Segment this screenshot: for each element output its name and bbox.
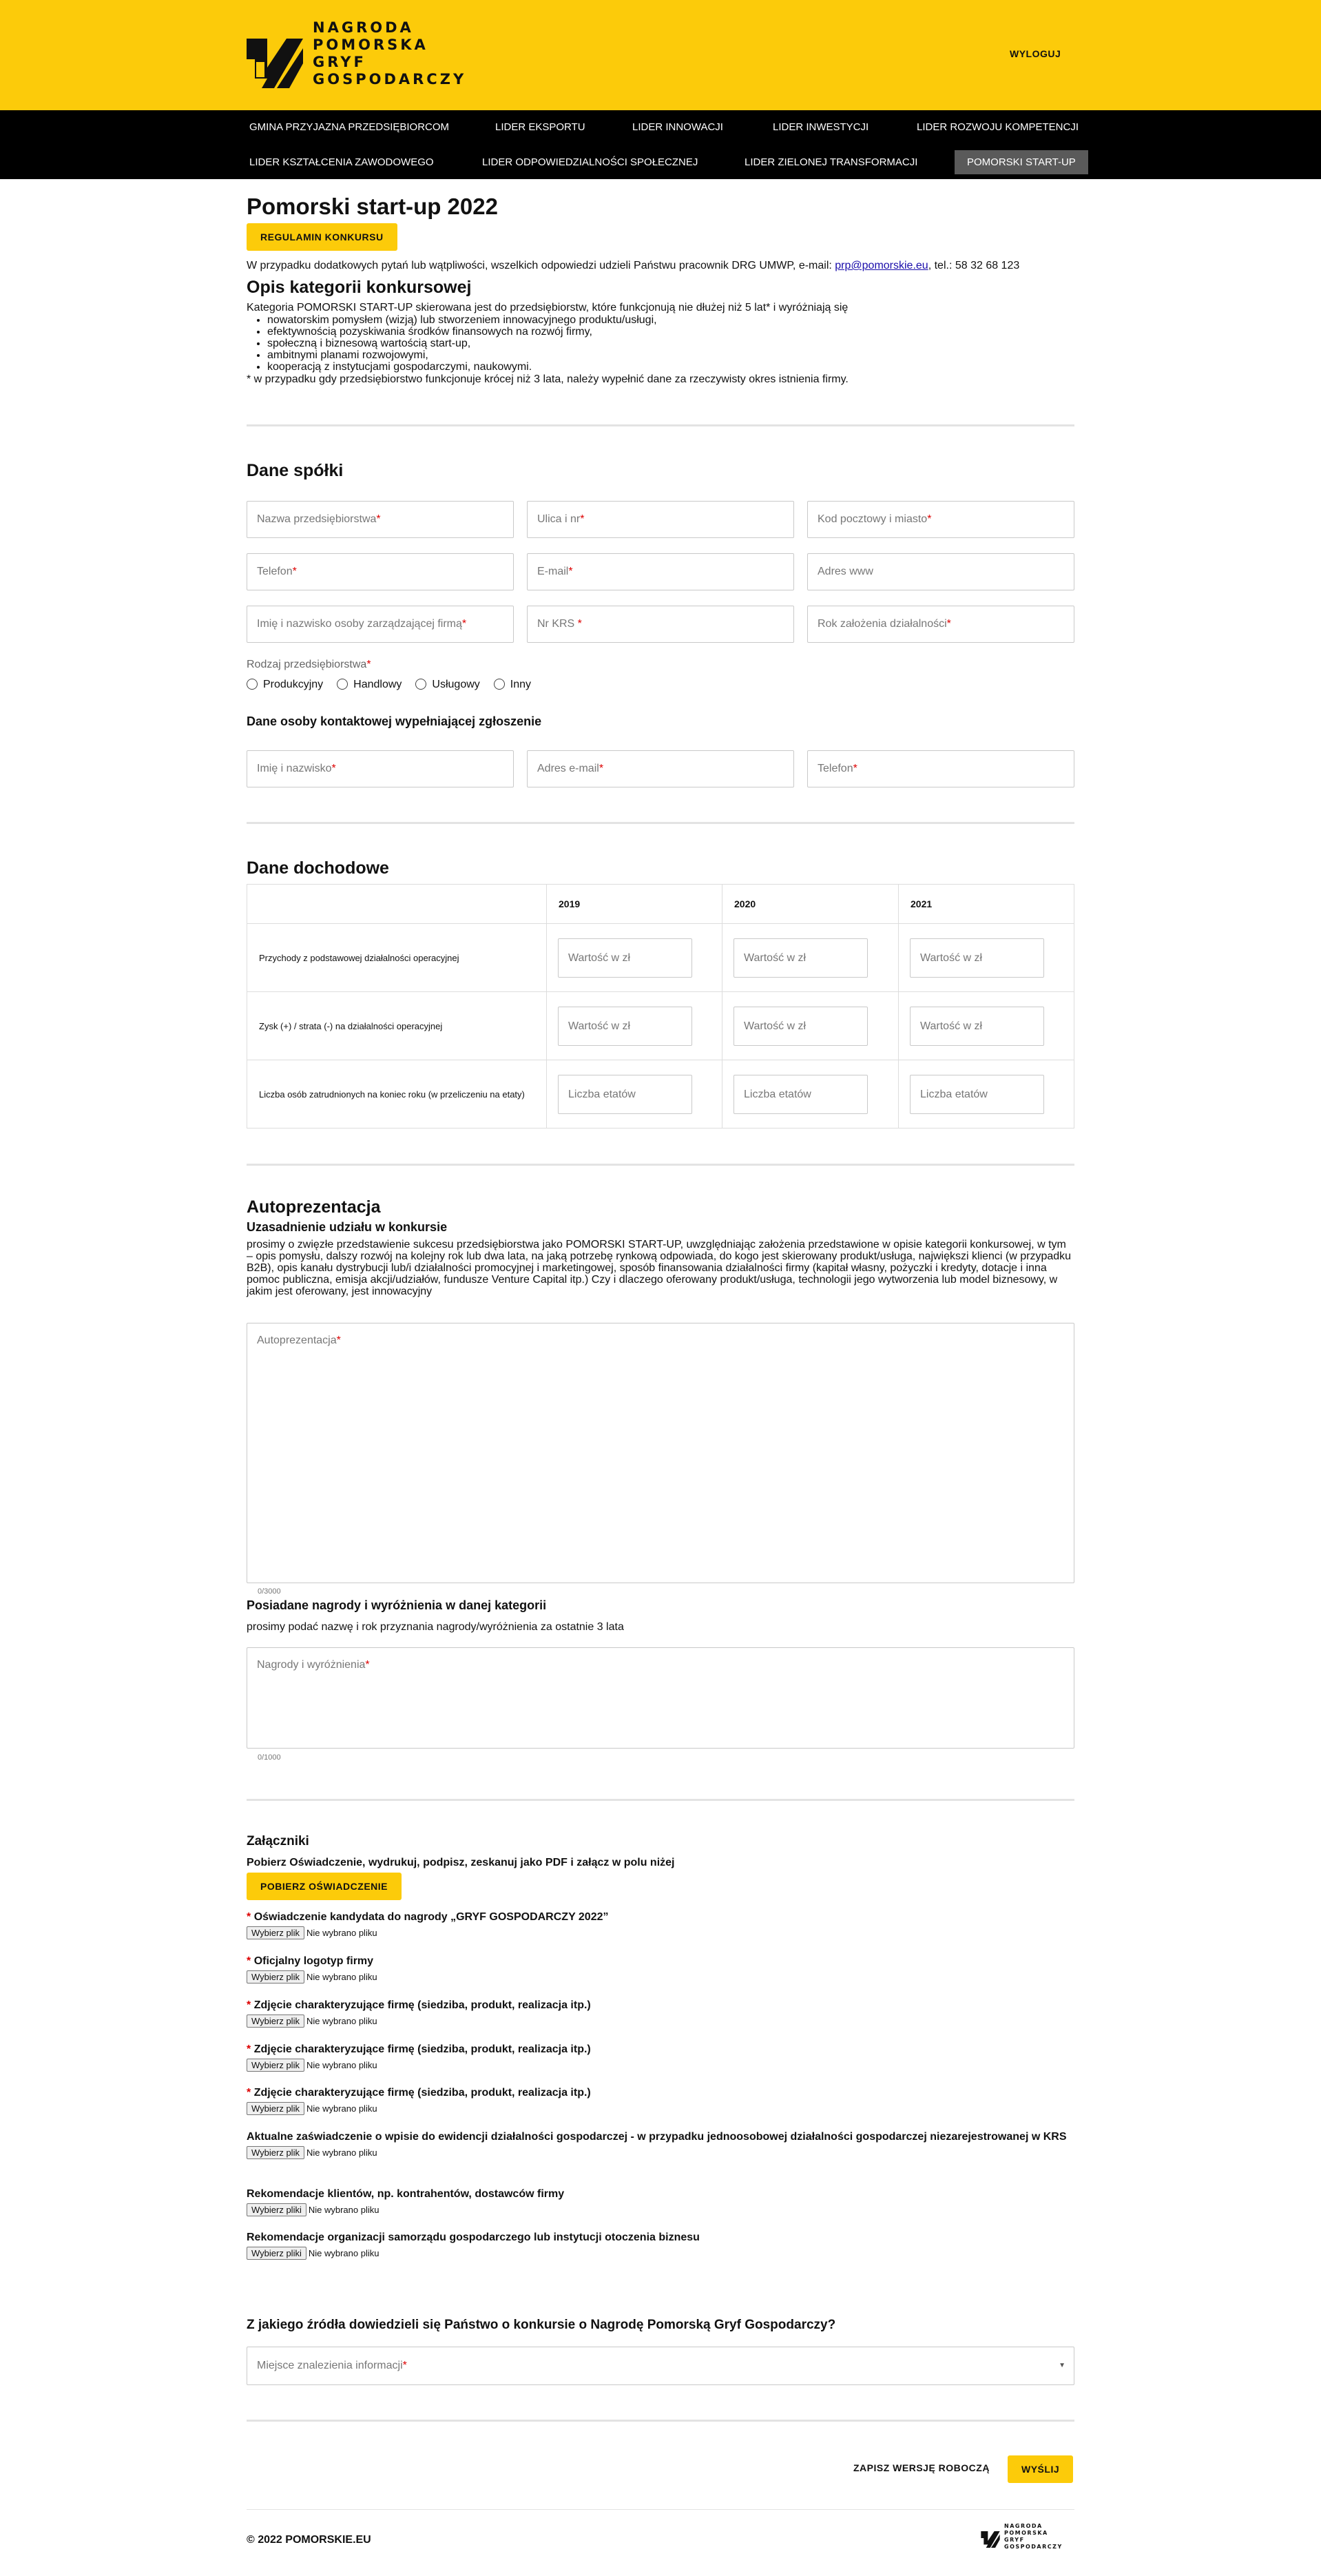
contact-email-link[interactable]: prp@pomorskie.eu	[835, 260, 928, 271]
footer-logo-wordmark	[1004, 2523, 1063, 2551]
file-upload-declaration	[247, 1910, 1074, 1939]
site-header	[0, 0, 1321, 110]
field-placeholder: Imię i nazwisko	[257, 763, 332, 774]
field-placeholder: Ulica i nr	[537, 513, 581, 525]
radio-button[interactable]	[247, 679, 258, 690]
field-placeholder: Telefon	[257, 566, 293, 577]
choose-files-button[interactable]: Wybierz pliki	[247, 2247, 306, 2260]
required-mark: *	[247, 1955, 251, 1967]
radio-produkcyjny[interactable]	[247, 679, 323, 691]
list-item: • nowatorskim pomysłem (wizją) lub stworzeniem innowacyjnego produktu/usługi,	[267, 314, 1074, 326]
field-placeholder: Adres www	[818, 566, 873, 577]
company-type-label-text: Rodzaj przedsiębiorstwa	[247, 659, 367, 670]
textarea-placeholder: Nagrody i wyróżnienia	[257, 1659, 366, 1671]
divider	[247, 1799, 1074, 1801]
logout-link[interactable]: WYLOGUJ	[1010, 48, 1061, 59]
table-cell	[899, 992, 1074, 1060]
file-label-text: Oświadczenie kandydata do nagrody „GRYF GOSPODARCZY 2022”	[253, 1911, 609, 1923]
required-mark: *	[946, 618, 951, 630]
page-title: Pomorski start-up 2022	[247, 194, 498, 219]
file-status: Nie wybrano pliku	[306, 1928, 377, 1938]
table-cell	[547, 924, 722, 992]
file-status: Nie wybrano pliku	[306, 1972, 377, 1982]
list-item: • społeczną i biznesową wartością start-up,	[267, 338, 1074, 349]
file-label	[247, 2043, 1074, 2057]
radio-label: Usługowy	[432, 679, 480, 690]
table-header-row	[247, 885, 1074, 924]
field-placeholder: Nazwa przedsiębiorstwa	[257, 513, 377, 525]
logo-line: GOSPODARCZY	[313, 71, 467, 87]
required-mark: *	[336, 1335, 341, 1346]
category-description: Kategoria POMORSKI START-UP skierowana jest do przedsiębiorstw, które funkcjonują nie dłużej niż 5 lat* i wyróżniają się	[247, 302, 849, 313]
manager-input[interactable]	[247, 606, 514, 643]
awards-heading: Posiadane nagrody i wyróżnienia w danej kategorii	[247, 1598, 547, 1612]
field-placeholder: Kod pocztowy i miasto	[818, 513, 928, 525]
file-status: Nie wybrano pliku	[306, 2147, 377, 2158]
char-counter: 0/3000	[258, 1587, 281, 1596]
table-cell	[899, 1060, 1074, 1129]
choose-file-button[interactable]: Wybierz plik	[247, 1926, 304, 1939]
file-status: Nie wybrano pliku	[306, 2103, 377, 2114]
file-upload-client-recommendations	[247, 2187, 1074, 2216]
file-label: Rekomendacje organizacji samorządu gospodarczego lub instytucji otoczenia biznesu	[247, 2232, 700, 2243]
textarea-placeholder: Autoprezentacja	[257, 1335, 337, 1346]
contact-email-input[interactable]	[527, 750, 794, 787]
choose-file-button[interactable]: Wybierz plik	[247, 2015, 304, 2028]
file-label	[247, 1955, 1074, 1968]
nav-item-lider-innowacji[interactable]: LIDER INNOWACJI	[632, 121, 723, 133]
select-placeholder: Miejsce znalezienia informacji	[257, 2360, 403, 2371]
radio-button[interactable]	[415, 679, 426, 690]
required-mark: *	[599, 763, 604, 774]
table-row	[247, 924, 1074, 992]
category-heading: Opis kategorii konkursowej	[247, 278, 472, 297]
file-status: Nie wybrano pliku	[308, 2248, 379, 2258]
krs-input[interactable]	[527, 606, 794, 643]
profit-2020-input[interactable]: Wartość w zł	[734, 1007, 868, 1046]
rules-button[interactable]: REGULAMIN KONKURSU	[247, 223, 397, 251]
choose-file-button[interactable]: Wybierz plik	[247, 2102, 304, 2115]
company-type-label	[247, 659, 371, 671]
table-header-year: 2021	[899, 885, 1074, 924]
company-name-input[interactable]	[247, 501, 514, 538]
row-label: Liczba osób zatrudnionych na koniec roku (w przeliczeniu na etaty)	[247, 1060, 547, 1129]
radio-button[interactable]	[494, 679, 505, 690]
list-item: • efektywnością pozyskiwania środków finansowych na rozwój firmy,	[267, 326, 1074, 338]
file-label-text: Zdjęcie charakteryzujące firmę (siedziba, produkt, realizacja itp.)	[253, 1999, 591, 2011]
radio-inny[interactable]	[494, 679, 531, 691]
nav-item-pomorski-startup[interactable]: POMORSKI START-UP	[955, 150, 1088, 174]
logo-line: NAGRODA	[313, 19, 414, 36]
employees-2021-input[interactable]: Liczba etatów	[910, 1075, 1044, 1114]
download-declaration-button[interactable]: POBIERZ OŚWIADCZENIE	[247, 1873, 402, 1900]
justification-text: prosimy o zwięzłe przedstawienie sukcesu przedsiębiorstwa jako POMORSKI START-UP, uwzględniając założenia przedstawione w opisie kategorii konkursowej, w tym – opis pomysłu, dalszy rozwój na kolejny rok lub dwa lata, na jaką potrzebę rynkową odpowiada, do kogo jest skierowany produkt/usługa, największi klienci (w przypadku B2B), opis kanału dystrybucji lub/i działalności promocyjnej i marketingowej, sposób finansowania działalności firmy (kapitał własny, pożyczki i kredyty, dotacje i inna pomoc publiczna, emisja akcji/udziałów, fundusze Venture Capital itp.) Czy i dlaczego oferowany produkt/usługa, technologii jego wytworzenia lub model biznesowy, w jakim jest oferowany, jest innowacyjny	[247, 1239, 1072, 1297]
www-input[interactable]	[807, 553, 1074, 590]
self-presentation-section	[247, 1197, 1074, 1297]
required-mark: *	[461, 618, 467, 630]
intro-section	[247, 194, 1074, 386]
awards-text: prosimy podać nazwę i rok przyznania nagrody/wyróżnienia za ostatnie 3 lata	[247, 1621, 624, 1633]
required-mark: *	[568, 566, 573, 577]
logo-line: GOSPODARCZY	[1004, 2544, 1063, 2550]
table-header-year: 2019	[547, 885, 722, 924]
field-placeholder: Nr KRS	[537, 618, 578, 630]
file-upload-photo-2	[247, 2043, 1074, 2072]
file-label	[247, 2086, 1074, 2100]
choose-file-button[interactable]: Wybierz plik	[247, 2059, 304, 2072]
table-cell	[547, 992, 722, 1060]
profit-2021-input[interactable]: Wartość w zł	[910, 1007, 1044, 1046]
file-upload-photo-3	[247, 2086, 1074, 2115]
radio-handlowy[interactable]	[337, 679, 402, 691]
chevron-down-icon: ▼	[1059, 2362, 1065, 2369]
divider	[247, 2420, 1074, 2422]
file-label-text: Zdjęcie charakteryzujące firmę (siedziba, produkt, realizacja itp.)	[253, 2043, 591, 2055]
contact-text: W przypadku dodatkowych pytań lub wątpliwości, wszelkich odpowiedzi udzieli Państwu pracownik DRG UMWP, e-mail:	[247, 260, 835, 271]
footer-divider	[247, 2509, 1074, 2510]
logo-line: POMORSKA	[313, 37, 428, 53]
divider	[247, 822, 1074, 824]
justification-heading: Uzasadnienie udziału w konkursie	[247, 1220, 448, 1234]
footer-logo[interactable]	[981, 2523, 1063, 2551]
contact-phone: , tel.: 58 32 68 123	[928, 260, 1020, 271]
row-label: Zysk (+) / strata (-) na działalności operacyjnej	[247, 992, 547, 1060]
category-note: * w przypadku gdy przedsiębiorstwo funkcjonuje krócej niż 3 lata, należy wypełnić dane za rzeczywisty okres istnienia firmy.	[247, 373, 849, 385]
file-upload-photo-1	[247, 1999, 1074, 2028]
attachments-heading: Załączniki	[247, 1834, 309, 1848]
nav-item-gmina[interactable]: GMINA PRZYJAZNA PRZEDSIĘBIORCOM	[249, 121, 450, 133]
field-placeholder: Adres e-mail	[537, 763, 599, 774]
required-mark: *	[366, 659, 371, 670]
field-placeholder: Telefon	[818, 763, 853, 774]
table-cell	[722, 992, 899, 1060]
logo-wordmark	[313, 19, 466, 88]
income-heading: Dane dochodowe	[247, 858, 389, 878]
table-header-year: 2020	[722, 885, 899, 924]
employees-2020-input[interactable]: Liczba etatów	[734, 1075, 868, 1114]
save-draft-button[interactable]: ZAPISZ WERSJĘ ROBOCZĄ	[853, 2462, 990, 2473]
contact-phone-input[interactable]	[807, 750, 1074, 787]
table-cell	[722, 1060, 899, 1129]
nav-item-lider-inwestycji[interactable]: LIDER INWESTYCJI	[773, 121, 869, 133]
site-logo[interactable]	[247, 19, 466, 88]
required-mark: *	[247, 2043, 251, 2055]
contact-person-heading: Dane osoby kontaktowej wypełniającej zgłoszenie	[247, 714, 542, 728]
required-mark: *	[927, 513, 932, 525]
gryf-logo-icon	[981, 2531, 1000, 2548]
founding-year-input[interactable]	[807, 606, 1074, 643]
nav-item-lider-zielonej[interactable]: LIDER ZIELONEJ TRANSFORMACJI	[745, 156, 918, 168]
file-label	[247, 1910, 1074, 1924]
radio-label: Handlowy	[353, 679, 402, 690]
table-cell	[722, 924, 899, 992]
logo-line: POMORSKA	[1004, 2530, 1048, 2536]
required-mark: *	[247, 1911, 251, 1923]
income-table	[247, 884, 1074, 1129]
revenue-2020-input[interactable]: Wartość w zł	[734, 938, 868, 978]
self-presentation-textarea[interactable]	[247, 1323, 1074, 1583]
list-item: • kooperacją z instytucjami gospodarczymi, naukowymi.	[267, 361, 1074, 373]
file-status: Nie wybrano pliku	[308, 2205, 379, 2215]
table-row	[247, 992, 1074, 1060]
radio-button[interactable]	[337, 679, 348, 690]
radio-uslugowy[interactable]	[415, 679, 479, 691]
row-label: Przychody z podstawowej działalności operacyjnej	[247, 924, 547, 992]
table-row	[247, 1060, 1074, 1129]
file-upload-registry	[247, 2130, 1074, 2159]
required-mark: *	[577, 618, 582, 630]
logo-line: NAGRODA	[1004, 2523, 1043, 2529]
footer-copyright: © 2022 POMORSKIE.EU	[247, 2534, 371, 2546]
file-label-text: Zdjęcie charakteryzujące firmę (siedziba, produkt, realizacja itp.)	[253, 2087, 591, 2099]
choose-file-button[interactable]: Wybierz plik	[247, 2146, 304, 2159]
profit-2019-input[interactable]: Wartość w zł	[558, 1007, 692, 1046]
required-mark: *	[247, 1999, 251, 2011]
choose-files-button[interactable]: Wybierz pliki	[247, 2203, 306, 2216]
required-mark: *	[292, 566, 297, 577]
attachments-instruction: Pobierz Oświadczenie, wydrukuj, podpisz, zeskanuj jako PDF i załącz w polu niżej	[247, 1857, 675, 1868]
phone-input[interactable]	[247, 553, 514, 590]
required-mark: *	[580, 513, 585, 525]
divider	[247, 1164, 1074, 1166]
required-mark: *	[365, 1659, 370, 1671]
company-type-radios	[247, 679, 531, 691]
file-status: Nie wybrano pliku	[306, 2060, 377, 2070]
divider	[247, 424, 1074, 426]
self-presentation-heading: Autoprezentacja	[247, 1197, 381, 1217]
send-button[interactable]: WYŚLIJ	[1008, 2455, 1073, 2483]
file-upload-logo	[247, 1955, 1074, 1983]
file-label	[247, 1999, 1074, 2012]
source-question: Z jakiego źródła dowiedzieli się Państwo o konkursie o Nagrodę Pomorską Gryf Gospodarczy?	[247, 2318, 836, 2332]
postal-city-input[interactable]	[807, 501, 1074, 538]
required-mark: *	[376, 513, 381, 525]
file-label: Rekomendacje klientów, np. kontrahentów, dostawców firmy	[247, 2188, 565, 2200]
revenue-2019-input[interactable]: Wartość w zł	[558, 938, 692, 978]
gryf-logo-icon	[247, 39, 303, 88]
char-counter: 0/1000	[258, 1753, 281, 1762]
field-placeholder: Rok założenia działalności	[818, 618, 947, 630]
required-mark: *	[247, 2087, 251, 2099]
email-input[interactable]	[527, 553, 794, 590]
category-list	[267, 314, 1074, 373]
table-header-empty	[247, 885, 547, 924]
field-placeholder: Imię i nazwisko osoby zarządzającej firmą	[257, 618, 462, 630]
file-status: Nie wybrano pliku	[306, 2016, 377, 2026]
field-placeholder: E-mail	[537, 566, 569, 577]
required-mark: *	[402, 2360, 407, 2371]
file-upload-org-recommendations	[247, 2231, 1074, 2260]
nav-item-lider-rozwoju[interactable]: LIDER ROZWOJU KOMPETENCJI	[917, 121, 1079, 133]
awards-textarea[interactable]	[247, 1647, 1074, 1749]
required-mark: *	[853, 763, 857, 774]
table-cell	[547, 1060, 722, 1129]
employees-2019-input[interactable]: Liczba etatów	[558, 1075, 692, 1114]
nav-item-lider-odpowiedzialnosci[interactable]: LIDER ODPOWIEDZIALNOŚCI SPOŁECZNEJ	[482, 156, 698, 168]
radio-label: Inny	[510, 679, 532, 690]
nav-item-lider-ksztalcenia[interactable]: LIDER KSZTAŁCENIA ZAWODOWEGO	[249, 156, 434, 168]
choose-file-button[interactable]: Wybierz plik	[247, 1970, 304, 1983]
main-nav	[0, 110, 1321, 179]
logo-line: GRYF	[1004, 2537, 1025, 2543]
logo-line: GRYF	[313, 54, 366, 70]
contact-info	[247, 259, 1074, 272]
revenue-2021-input[interactable]: Wartość w zł	[910, 938, 1044, 978]
required-mark: *	[331, 763, 336, 774]
file-label-text: Oficjalny logotyp firmy	[253, 1955, 374, 1967]
contact-name-input[interactable]	[247, 750, 514, 787]
radio-label: Produkcyjny	[263, 679, 324, 690]
file-label: Aktualne zaświadczenie o wpisie do ewidencji działalności gospodarczej - w przypadku jednoosobowej działalności gospodarczej niezarejestrowanej w KRS	[247, 2131, 1067, 2143]
nav-item-lider-eksportu[interactable]: LIDER EKSPORTU	[495, 121, 585, 133]
source-select[interactable]	[247, 2347, 1074, 2385]
company-heading: Dane spółki	[247, 461, 344, 480]
table-cell	[899, 924, 1074, 992]
list-item: • ambitnymi planami rozwojowymi,	[267, 349, 1074, 361]
street-input[interactable]	[527, 501, 794, 538]
